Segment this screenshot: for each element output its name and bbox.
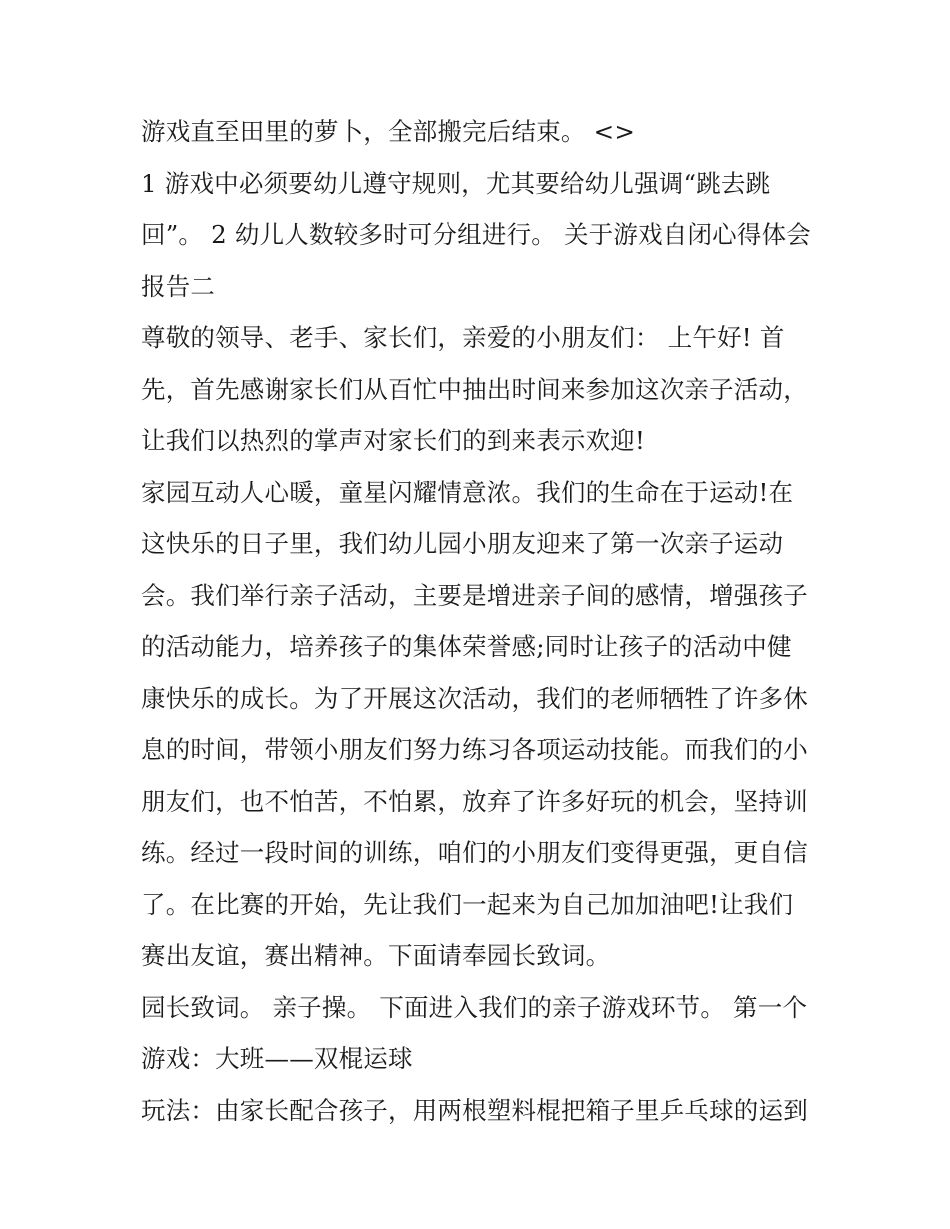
text-line: 先，首先感谢家长们从百忙中抽出时间来参加这次亲子活动， [141, 374, 808, 404]
text-line: 报告二 [141, 271, 216, 301]
text-line: 康快乐的成长。为了开展这次活动，我们的老师牺牲了许多休 [141, 683, 808, 713]
text-line: 的活动能力，培养孩子的集体荣誉感;同时让孩子的活动中健 [141, 632, 792, 661]
text-line: 家园互动人心暖，童星闪耀情意浓。我们的生命在于运动!在 [141, 477, 794, 507]
text-line: 游戏：大班——双棍运球 [141, 1044, 413, 1073]
text-line: 朋友们，也不怕苦，不怕累，放弃了许多好玩的机会，坚持训 [141, 786, 808, 816]
text-line: 了。在比赛的开始，先让我们一起来为自己加加油吧!让我们 [141, 889, 794, 919]
text-line: 赛出友谊，赛出精神。下面请奉园长致词。 [141, 941, 611, 970]
text-line: 息的时间，带领小朋友们努力练习各项运动技能。而我们的小 [141, 735, 808, 764]
text-line: 1 游戏中必须要幼儿遵守规则，尤其要给幼儿强调“跳去跳 [141, 168, 771, 198]
text-line: 回”。 2 幼儿人数较多时可分组进行。 关于游戏自闭心得体会 [141, 220, 811, 249]
text-line: 玩法：由家长配合孩子，用两根塑料棍把箱子里乒乓球的运到 [141, 1095, 808, 1125]
text-line: 这快乐的日子里，我们幼儿园小朋友迎来了第一次亲子运动 [141, 529, 784, 558]
text-line: 游戏直至田里的萝卜，全部搬完后结束。 <> [141, 117, 636, 146]
text-line: 练。经过一段时间的训练，咱们的小朋友们变得更强，更自信 [141, 838, 808, 867]
text-line: 尊敬的领导、老手、家长们，亲爱的小朋友们： 上午好! 首 [141, 323, 785, 352]
document-body [141, 106, 821, 1136]
text-line: 园长致词。 亲子操。 下面进入我们的亲子游戏环节。 第一个 [141, 992, 808, 1022]
text-line: 会。我们举行亲子活动，主要是增进亲子间的感情，增强孩子 [141, 580, 808, 610]
text-line: 让我们以热烈的掌声对家长们的到来表示欢迎! [141, 426, 646, 455]
